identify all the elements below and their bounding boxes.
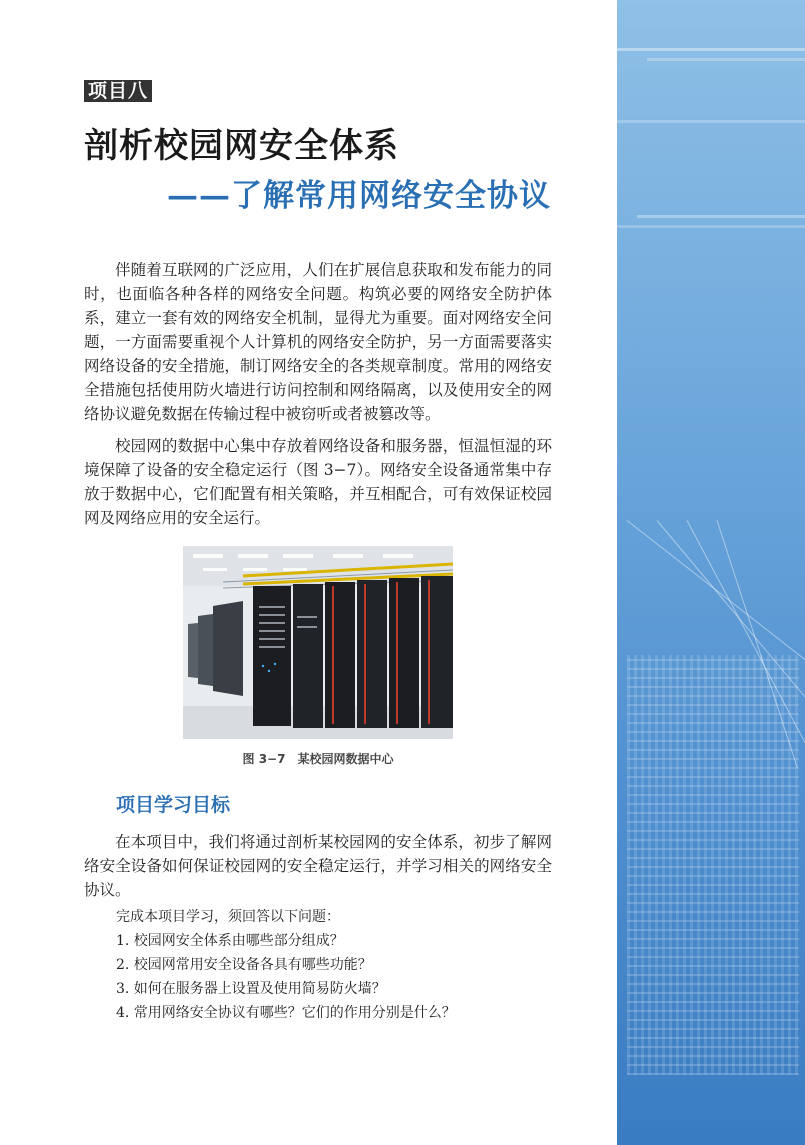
intro-paragraph-1: 伴随着互联网的广泛应用，人们在扩展信息获取和发布能力的同时，也面临各种各样的网络安全问题。构筑必要的网络安全防护体系，建立一套有效的网络安全机制，显得尤为重要。面对网络安全问题，一方面需要重视个人计算机的网络安全防护，另一方面需要落实网络设备的安全措施，制订网络安全的各类规章制度。常用的网络安全措施包括使用防火墙进行访问控制和网络隔离，以及使用安全的网络协议避免数据在传输过程中被窃听或者被篡改等。: [84, 261, 552, 423]
list-item: 2. 校园网常用安全设备各具有哪些功能？: [116, 957, 372, 973]
intro-paragraph-2: 校园网的数据中心集中存放着网络设备和服务器，恒温恒湿的环境保障了设备的安全稳定运行（图 3−7）。网络安全设备通常集中存放于数据中心，它们配置有相关策略，并互相配合，可有效保证校园网及网络应用的安全运行。: [84, 437, 552, 527]
list-item: 3. 如何在服务器上设置及使用简易防火墙？: [116, 981, 386, 997]
list-item: 1. 校园网安全体系由哪些部分组成？: [116, 933, 344, 949]
question-list: [116, 905, 556, 1025]
section-heading-learning-goals: 项目学习目标: [116, 794, 231, 816]
question-list-intro: 完成本项目学习，须回答以下问题：: [116, 909, 340, 925]
learning-goals-paragraph: 在本项目中，我们将通过剖析某校园网的安全体系，初步了解网络安全设备如何保证校园网的安全稳定运行，并学习相关的网络安全协议。: [84, 833, 552, 899]
figure-caption: 图 3−7 某校园网数据中心: [242, 752, 394, 766]
list-item: 4. 常用网络安全协议有哪些？它们的作用分别是什么？: [116, 1005, 456, 1021]
page-subtitle: ——了解常用网络安全协议: [167, 178, 551, 214]
page-title: 剖析校园网安全体系: [84, 126, 399, 166]
data-center-photo: [183, 546, 453, 739]
project-tag: 项目八: [84, 80, 152, 102]
decorative-side-band: [617, 0, 805, 1145]
